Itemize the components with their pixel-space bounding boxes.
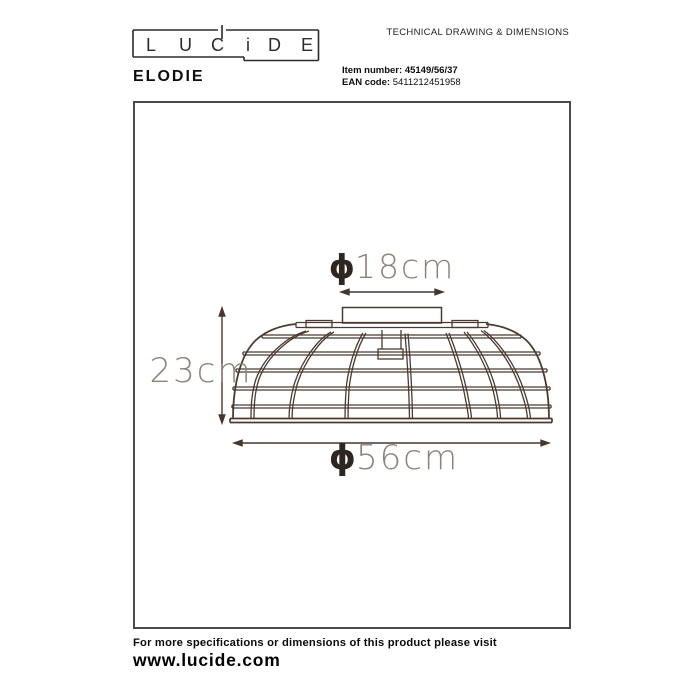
diameter-symbol: ϕ bbox=[328, 247, 355, 286]
dimension-top-diameter bbox=[341, 289, 443, 295]
canopy bbox=[343, 308, 442, 324]
socket bbox=[382, 330, 401, 349]
top-diameter-value: 18cm bbox=[355, 247, 456, 286]
ring-rail bbox=[232, 405, 551, 408]
arrowhead-right bbox=[435, 289, 443, 295]
logo-letter: L bbox=[146, 35, 157, 55]
ean-value: 5411212451958 bbox=[392, 76, 461, 88]
collar-bracket-left bbox=[306, 321, 332, 328]
logo-letter: E bbox=[301, 35, 314, 55]
arrowhead-up bbox=[219, 308, 225, 316]
ring-rail bbox=[243, 352, 540, 355]
height-value: 23cm bbox=[149, 351, 253, 391]
collar-bracket-right bbox=[452, 321, 478, 328]
dome-cage bbox=[230, 308, 552, 423]
footer-note: For more specifications or dimensions of this product please visit bbox=[133, 637, 497, 649]
base-rim bbox=[230, 419, 552, 423]
ring-rail bbox=[236, 369, 547, 372]
top-diameter-label bbox=[328, 247, 456, 286]
arrowhead-left bbox=[341, 289, 349, 295]
ring-rail bbox=[262, 335, 521, 338]
socket-box bbox=[378, 349, 403, 359]
logo-letter: C bbox=[211, 35, 224, 55]
bottom-diameter-value: 56cm bbox=[356, 438, 460, 478]
arrowhead-right bbox=[541, 440, 549, 446]
logo-letter: i bbox=[246, 35, 250, 55]
bottom-diameter-label bbox=[328, 438, 460, 478]
document-title: TECHNICAL DRAWING & DIMENSIONS bbox=[386, 27, 569, 38]
item-number-label: Item number: bbox=[342, 65, 403, 76]
arrowhead-down bbox=[219, 415, 225, 423]
height-label bbox=[149, 351, 253, 391]
ean-label: EAN code: bbox=[342, 76, 391, 88]
dome-ribs bbox=[251, 331, 531, 420]
arrowhead-left bbox=[234, 440, 242, 446]
footer-website-link[interactable]: www.lucide.com bbox=[133, 650, 281, 670]
diameter-symbol: ϕ bbox=[328, 438, 356, 478]
logo-letter: U bbox=[179, 35, 192, 55]
ring-rail bbox=[233, 387, 550, 390]
product-name: ELODIE bbox=[133, 68, 205, 85]
item-number-value: 45149/56/37 bbox=[404, 65, 458, 76]
logo-letter: D bbox=[268, 35, 281, 55]
